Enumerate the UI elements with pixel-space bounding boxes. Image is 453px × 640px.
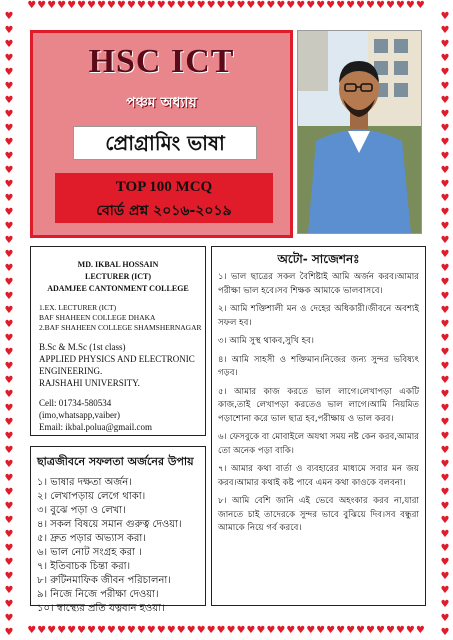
mcq-banner [55,173,273,223]
experience-1-place: BAF SHAHEEN COLLEGE DHAKA [39,313,156,322]
messaging-apps: (imo,whatsapp,vaiber) [39,410,120,420]
list-item: ২। লেখাপড়ায় লেগে থাকা। [37,491,146,502]
email-address: Email: ikbal.polua@gmail.com [39,422,153,432]
tips-heading: ছাত্রজীবনে সফলতা অর্জনের উপায় [37,455,194,468]
list-item: ৫। আমার কাজ করতে ভাল লাগে।লেখাপড়া একটি কাজ,তাই লেখাপড়া করতেও ভাল লাগে।আমি নিয়মিত পড়াশোনা করে ভাল ছাত্র হব,পরীক্ষায় ও ভাল করব। [218,386,419,424]
author-profile [30,246,206,436]
heart-border-right: ♥♥♥♥♥♥♥♥♥♥♥♥♥♥♥♥♥♥♥♥♥♥♥♥♥♥♥♥♥♥♥♥♥♥♥♥♥♥♥♥♥♥♥♥♥ [440,11,450,638]
list-item: ৪। সকল বিষয়ে সমান গুরুত্ব দেওয়া। [37,519,182,530]
list-item: ২। আমি শক্তিশালী মন ও দেহের অধিকারী।জীবনে অবশ্যই সফল হব। [218,304,419,328]
list-item: ৯। নিজে নিজে পরীক্ষা দেওয়া। [37,589,159,600]
list-item: ৬। ফেসবুকে বা মোবাইলে অযথা সময় নষ্ট কেন করব,আমার তো অনেক পড়া বাকি। [218,432,419,456]
experience-2: 2.BAF SHAHEEN COLLEGE SHAMSHERNAGAR [39,323,202,332]
experience-1: 1.EX. LECTURER (ICT) [39,303,117,312]
author-role: LECTURER (ICT) [84,272,151,281]
author-name: MD. IKBAL HOSSAIN [77,260,159,269]
list-item: ১। ভাষার দক্ষতা অর্জন। [37,477,132,488]
author-photo-illustration [298,31,421,233]
auto-heading: অটো- সাজেশনঃ [277,252,360,266]
heart-border-bottom: ♥♥♥♥♥♥♥♥♥♥♥♥♥♥♥♥♥♥♥♥♥♥♥♥♥♥♥♥♥♥♥♥♥♥♥♥♥♥♥♥ [27,625,426,636]
mcq-count: TOP 100 MCQ [115,179,213,195]
list-item: ৭। ইতিবাচক চিন্তা করা। [37,561,131,572]
list-item: ৮। আমি বেশি জানি এই ভেবে অহংকার করব না,যারা জানতে চাই তাদেরকে সুন্দর ভাবে বুঝিয়ে দিব।সব বন্ধুরা আমাকে নিয়ে গর্ব করবে। [218,496,419,533]
list-item: ১০। স্বাস্থ্যের প্রতি যত্নবান হওয়া। [37,603,165,614]
cover-header [30,30,293,238]
heart-border-left: ♥♥♥♥♥♥♥♥♥♥♥♥♥♥♥♥♥♥♥♥♥♥♥♥♥♥♥♥♥♥♥♥♥♥♥♥♥♥♥♥♥♥♥♥♥ [4,11,14,638]
topic-title: প্রোগ্রামিং ভাষা [105,131,225,155]
author-photo [297,30,422,234]
list-item: ৩। আমি সুস্থ থাকব,সুখি হব। [218,336,314,346]
author-college: ADAMJEE CANTONMENT COLLEGE [47,284,189,293]
topic-box [73,126,257,160]
university: RAJSHAHI UNIVERSITY. [39,378,140,388]
chapter-label: পঞ্চম অধ্যায় [126,95,197,111]
success-tips [30,446,206,614]
auto-suggestion [211,246,426,606]
board-questions: বোর্ড প্রশ্ন ২০১৬-২০১৯ [96,203,232,219]
list-item: ৪। আমি সাহসী ও শক্তিমান।নিজের জন্য সুন্দর ভবিষ্যৎ গড়ব। [218,354,419,378]
list-item: ৩। বুঝে পড়া ও লেখা। [37,505,126,516]
list-item: ৫। দ্রুত পড়ার অভ্যাস করা। [37,533,146,544]
subject-line-2: ENGINEERING. [39,366,103,376]
degree: B.Sc & M.Sc (1st class) [39,342,126,352]
list-item: ৭। আমার কথা বার্তা ও ব্যবহারের মাধ্যমে সবার মন জয় করব।আমার কথাই কষ্ট পাবে এমন কথা কাওকে বলবনা। [218,464,419,488]
list-item: ৮। রুটিনমাফিক জীবন পরিচালনা। [37,575,171,586]
heart-border-top: ♥♥♥♥♥♥♥♥♥♥♥♥♥♥♥♥♥♥♥♥♥♥♥♥♥♥♥♥♥♥♥♥♥♥♥♥♥♥♥♥ [27,0,426,11]
cell-number: Cell: 01734-580534 [39,398,112,408]
list-item: ৬। ভাল নোট সংগ্রহ করা । [37,547,142,558]
list-item: ১। ভাল ছাত্রের সকল বৈশিষ্টাই আমি অর্জন করব।আমার পরীক্ষা ভাল হবে।সব শিক্ষক আমাকে ভালবাসবে। [218,272,419,296]
subject-line-1: APPLIED PHYSICS AND ELECTRONIC [39,354,195,364]
cover-title: HSC ICT [88,43,235,80]
tips-list [31,476,205,616]
